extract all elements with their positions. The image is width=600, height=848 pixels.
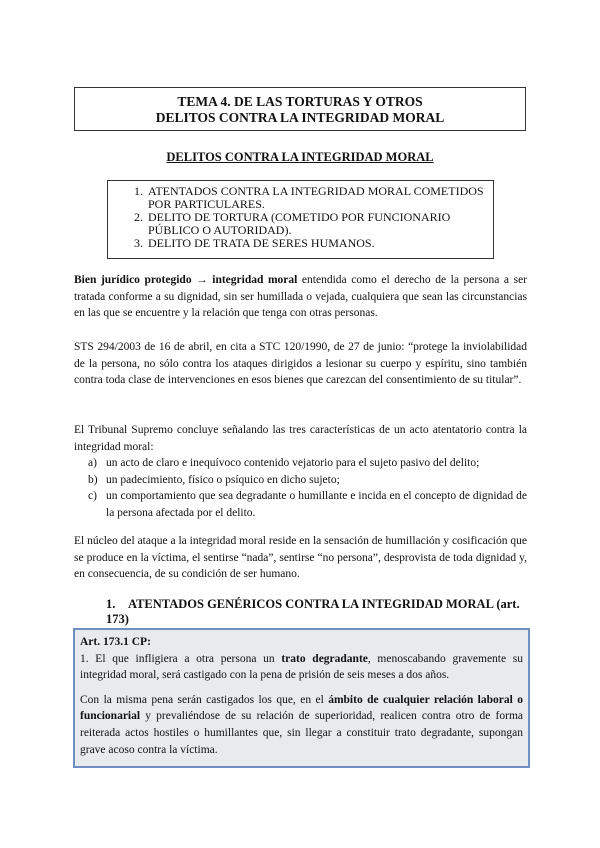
paragraph-supreme-court: El Tribunal Supremo concluye señalando las tres características de un acto atentatorio contra la integridad moral: (74, 424, 527, 453)
article-p1-end: , menoscabando gravemente su integridad moral, será castigado con la pena de prisión de seis meses a dos años. (80, 652, 524, 682)
legal-interest-text: entendida como el derecho de la persona a ser tratada conforme a su dignidad, sin ser humillada o vejada, cualquiera que sean las circunstancias en las que se encuentre y la relación que tenga con otras personas. (74, 274, 528, 320)
list-item (74, 488, 527, 521)
characteristics-list (74, 455, 527, 521)
list-marker: b) (88, 473, 98, 486)
section-heading: DELITOS CONTRA LA INTEGRIDAD MORAL (166, 150, 434, 164)
article-173-box (73, 628, 530, 768)
paragraph-legal-interest (74, 272, 527, 322)
article-p2-bold: ámbito de cualquier relación laboral o funcionarial (80, 693, 523, 723)
index-item: 2. DELITO DE TORTURA (COMETIDO POR FUNCIONARIO PÚBLICO O AUTORIDAD). (146, 211, 493, 237)
index-item: 3. DELITO DE TRATA DE SERES HUMANOS. (146, 237, 493, 250)
topic-title-line-2: DELITOS CONTRA LA INTEGRIDAD MORAL (155, 110, 445, 125)
index-box (107, 180, 494, 259)
article-p1-start: 1. El que infligiera a otra persona un (80, 652, 282, 665)
list-item-text: un padecimiento, físico o psíquico en dicho sujeto; (106, 473, 340, 486)
article-paragraph-1 (80, 651, 523, 684)
heading-number: 1. (106, 597, 116, 611)
list-item (74, 472, 527, 489)
paragraph-sts-quote: STS 294/2003 de 16 de abril, en cita a STC 120/1990, de 27 de junio: “protege la inviolabilidad de la persona, no sólo contra los ataques dirigidos a lesionar su cuerpo y espíritu, sino también contra toda clase de intervenciones en esos bienes que carezcan del consentimiento de su titular”. (74, 341, 527, 387)
paragraph-gap (80, 684, 523, 692)
list-item-text: un acto de claro e inequívoco contenido vejatorio para el sujeto pasivo del delito; (106, 457, 480, 469)
list-item-text: un comportamiento que sea degradante o humillante e incida en el concepto de dignidad de la persona afectada por el delito. (106, 490, 527, 519)
heading-generic-attacks (106, 597, 536, 627)
topic-title-line-1: TEMA 4. DE LAS TORTURAS Y OTROS (177, 94, 423, 109)
list-marker: a) (88, 457, 97, 469)
article-p1-bold: trato degradante (281, 652, 368, 665)
heading-text: ATENTADOS GENÉRICOS CONTRA LA INTEGRIDAD MORAL (art. 173) (106, 597, 520, 626)
paragraph-attack-nucleus: El núcleo del ataque a la integridad moral reside en la sensación de humillación y cosificación que se produce en la víctima, el sentirse “nada”, sentirse “no persona”, desprovista de toda dignidad y, en consecuencia, de su condición de ser humano. (74, 535, 527, 581)
index-item: 1. ATENTADOS CONTRA LA INTEGRIDAD MORAL COMETIDOS POR PARTICULARES. (146, 185, 493, 211)
topic-title-box (74, 87, 526, 131)
legal-interest-bold: Bien jurídico protegido → integridad moral (74, 274, 298, 286)
list-marker: c) (88, 490, 97, 503)
index-list (108, 185, 493, 250)
list-item (74, 455, 527, 472)
article-p2-end: y prevaliéndose de su relación de superioridad, realicen contra otro de forma reiterada actos hostiles o humillantes que, sin llegar a constituir trato degradante, supongan grave acoso contra la víctima. (80, 710, 523, 756)
article-p2-start: Con la misma pena serán castigados los que, en el (80, 693, 329, 706)
article-title: Art. 173.1 CP: (80, 636, 151, 648)
article-paragraph-2 (80, 692, 523, 758)
